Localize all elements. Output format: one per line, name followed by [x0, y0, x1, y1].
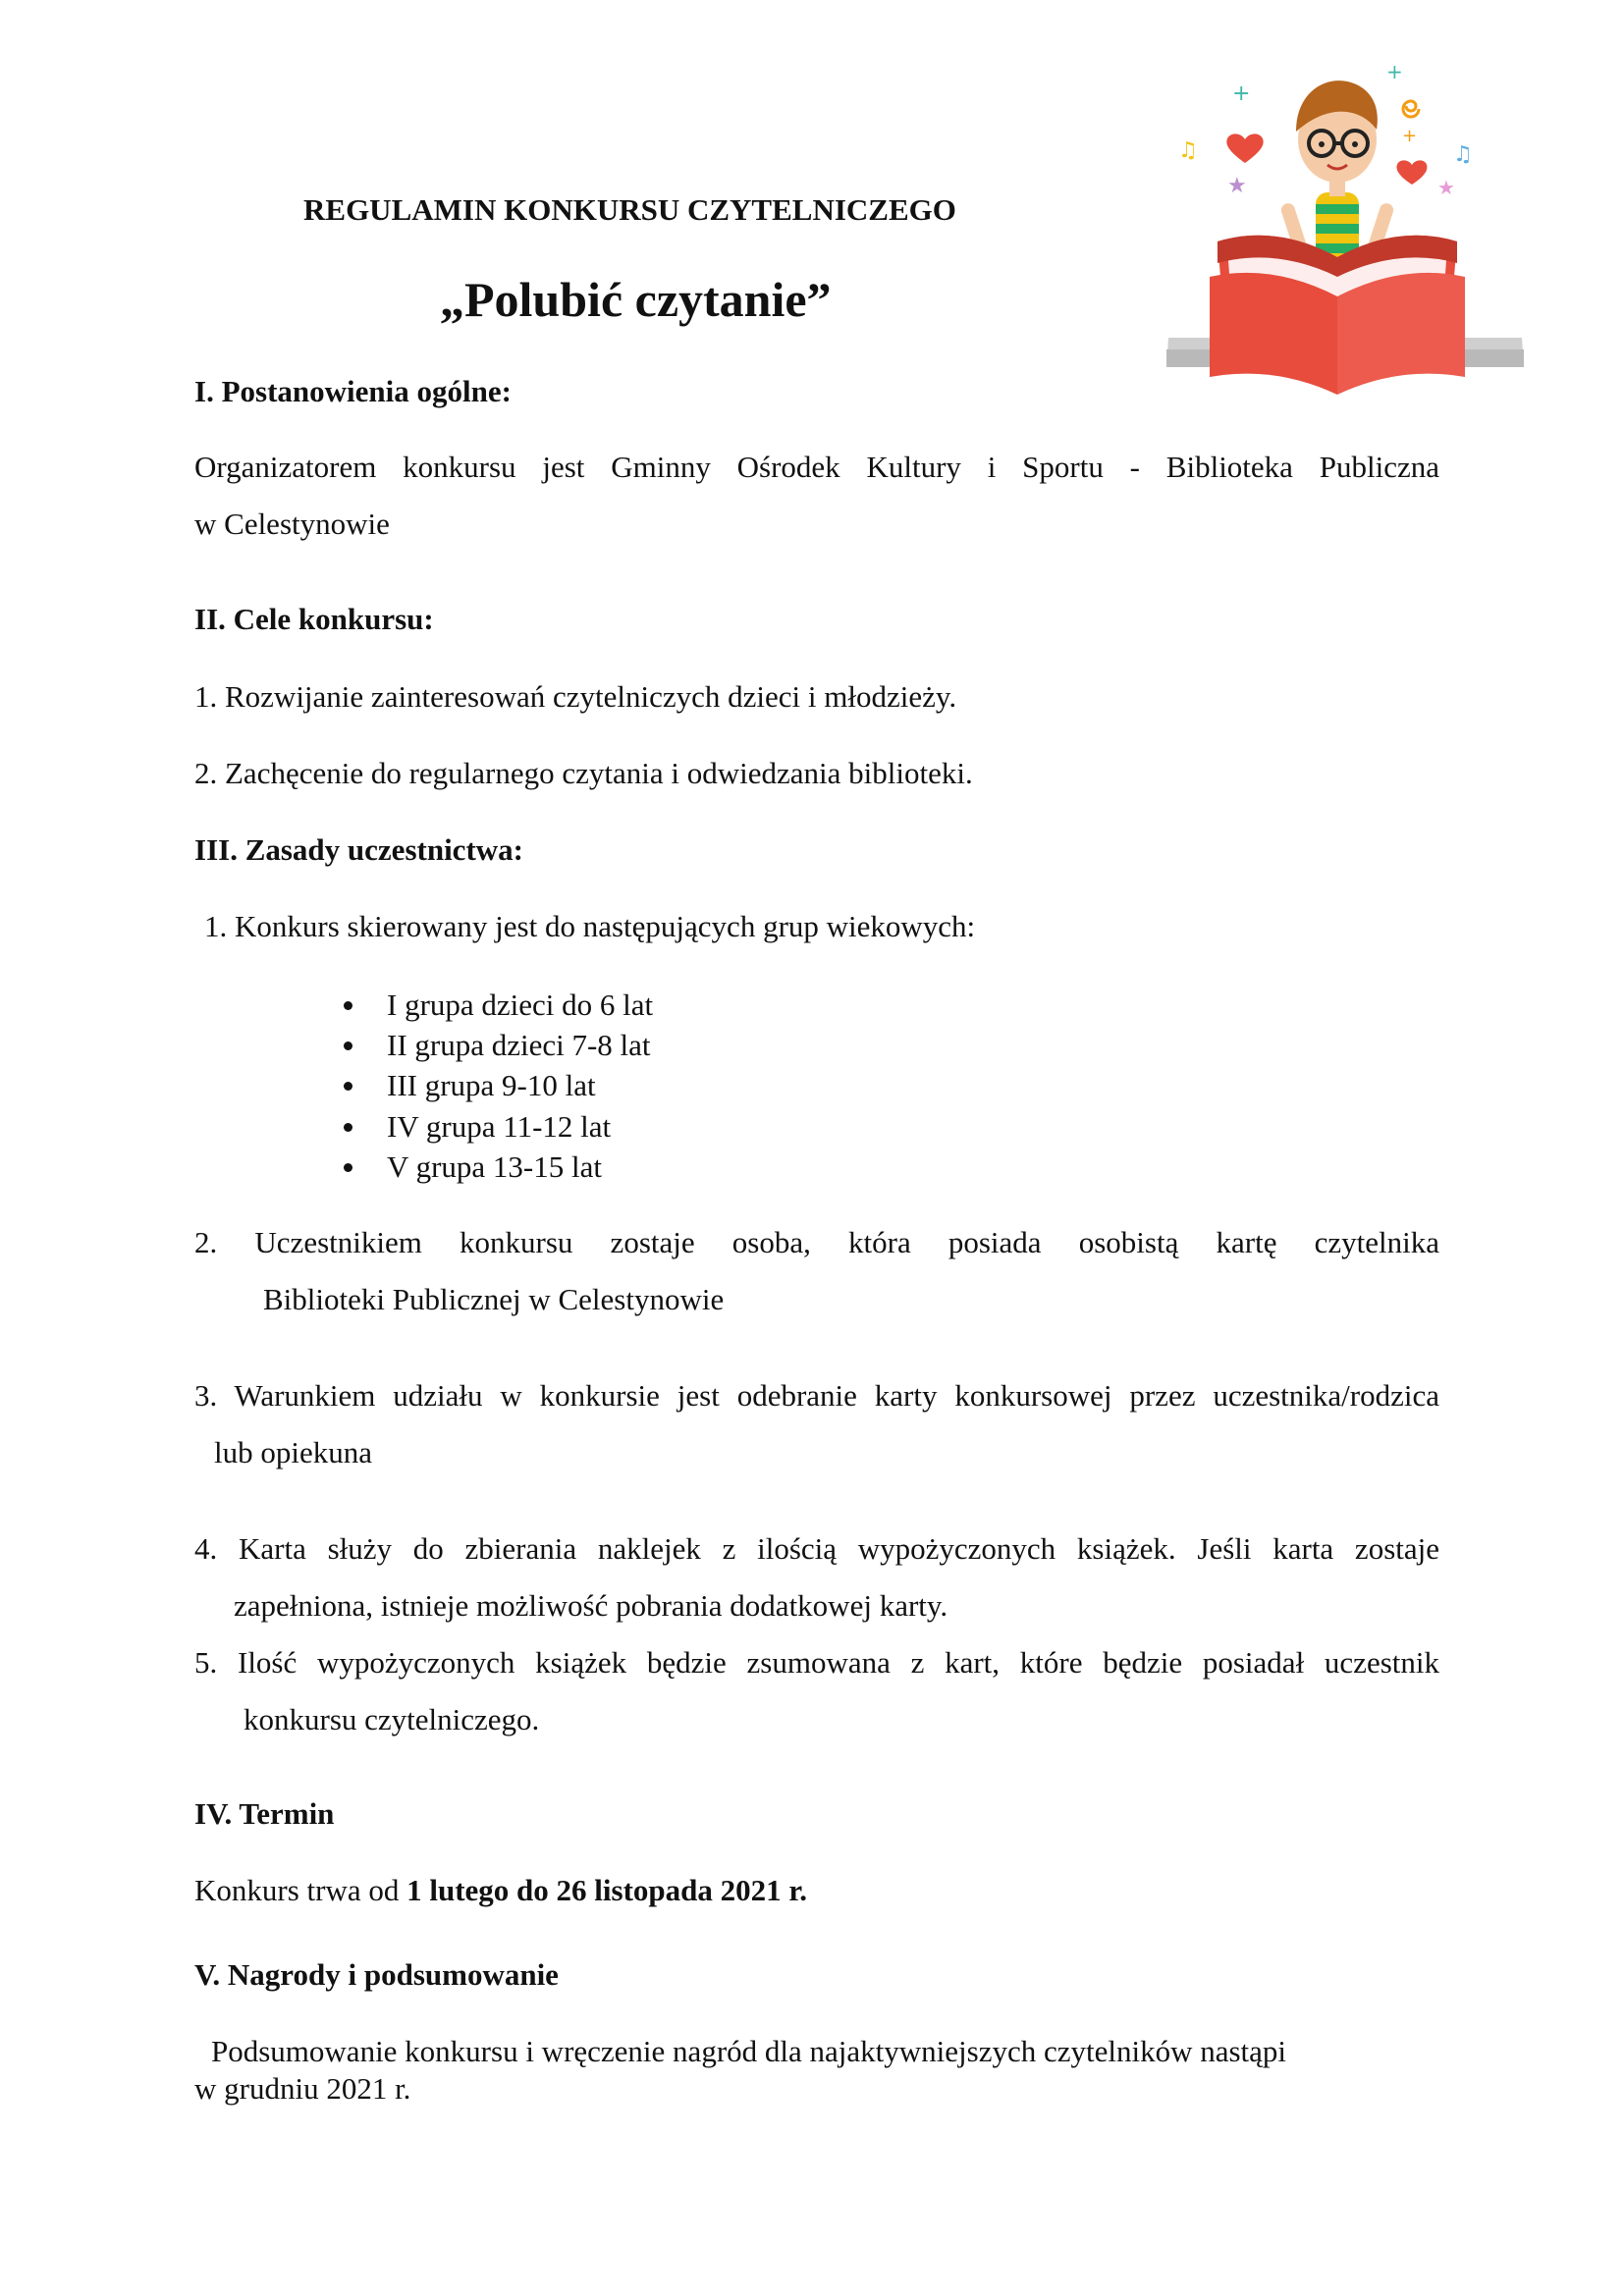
document-subtitle: „Polubić czytanie”	[440, 272, 832, 327]
document-title: REGULAMIN KONKURSU CZYTELNICZEGO	[303, 192, 956, 227]
svg-text:★: ★	[1227, 174, 1247, 198]
section-2-heading: II. Cele konkursu:	[194, 602, 434, 636]
section-3-item-5-line-2: konkursu czytelniczego.	[244, 1702, 540, 1736]
list-item: III grupa 9-10 lat	[344, 1065, 653, 1105]
section-3-item-1: 1. Konkurs skierowany jest do następujących grup wiekowych:	[204, 909, 976, 943]
section-1-line-2: w Celestynowie	[194, 507, 390, 541]
section-3-item-2-line-1: 2. Uczestnikiem konkursu zostaje osoba, która posiada osobistą kartę czytelnika	[194, 1225, 1439, 1259]
list-item: IV grupa 11-12 lat	[344, 1106, 653, 1147]
section-4-text	[194, 1873, 807, 1908]
section-3-item-3-line-2: lub opiekuna	[214, 1435, 372, 1469]
section-4-heading: IV. Termin	[194, 1796, 335, 1831]
term-dates: 1 lutego do 26 listopada 2021 r.	[406, 1873, 808, 1907]
svg-text:+: +	[1402, 126, 1418, 146]
section-3-item-3-line-1: 3. Warunkiem udziału w konkursie jest odebranie karty konkursowej przez uczestnika/rodzica	[194, 1378, 1439, 1413]
boy-reading-book-icon	[1159, 55, 1532, 400]
age-groups-list	[344, 985, 653, 1187]
section-3-heading: III. Zasady uczestnictwa:	[194, 832, 523, 867]
section-5-heading: V. Nagrody i podsumowanie	[194, 1957, 559, 1992]
section-5-line-1: Podsumowanie konkursu i wręczenie nagród dla najaktywniejszych czytelników nastąpi	[211, 2034, 1287, 2068]
section-3-item-4-line-2: zapełniona, istnieje możliwość pobrania dodatkowej karty.	[234, 1588, 948, 1623]
svg-text:★: ★	[1437, 176, 1455, 199]
list-item: II grupa dzieci 7-8 lat	[344, 1025, 653, 1065]
svg-text:♫: ♫	[1178, 138, 1198, 163]
section-1-line-1: Organizatorem konkursu jest Gminny Ośrodek Kultury i Sportu - Biblioteka Publiczna	[194, 450, 1439, 484]
svg-text:+: +	[1232, 81, 1251, 106]
svg-text:+: +	[1386, 60, 1403, 83]
section-1-heading: I. Postanowienia ogólne:	[194, 374, 512, 408]
list-item: V grupa 13-15 lat	[344, 1147, 653, 1187]
section-3-item-4-line-1: 4. Karta służy do zbierania naklejek z ilością wypożyczonych książek. Jeśli karta zostaje	[194, 1531, 1439, 1566]
section-2-item-1: 1. Rozwijanie zainteresowań czytelniczych dzieci i młodzieży.	[194, 679, 957, 714]
section-2-item-2: 2. Zachęcenie do regularnego czytania i odwiedzania biblioteki.	[194, 756, 973, 790]
section-3-item-2-line-2: Biblioteki Publicznej w Celestynowie	[263, 1282, 725, 1316]
section-5-line-2: w grudniu 2021 r.	[194, 2071, 411, 2106]
section-3-item-5-line-1: 5. Ilość wypożyczonych książek będzie zsumowana z kart, które będzie posiadał uczestnik	[194, 1645, 1439, 1680]
list-item: I grupa dzieci do 6 lat	[344, 985, 653, 1025]
term-prefix: Konkurs trwa od	[194, 1873, 407, 1907]
svg-text:♫: ♫	[1453, 142, 1473, 167]
